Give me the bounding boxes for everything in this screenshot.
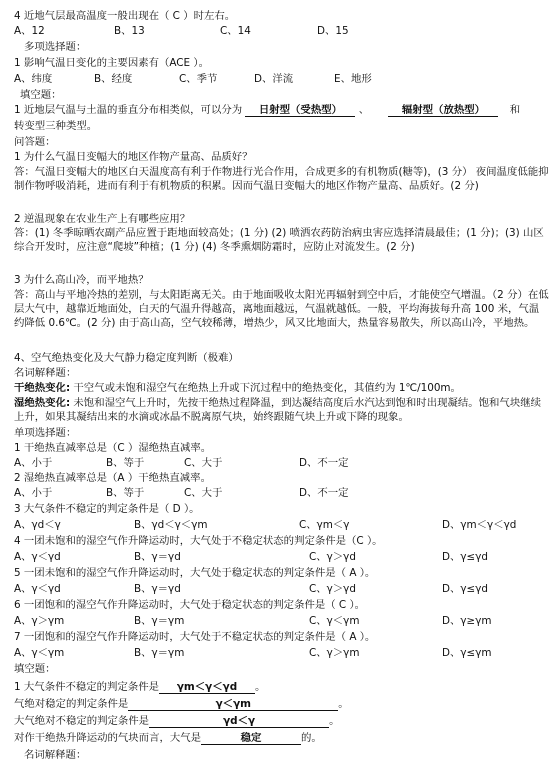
question-s7: 7 一团饱和的湿空气作升降运动时，大气处于不稳定状态的判定条件是（ A ）。 bbox=[14, 631, 376, 643]
fill-question-1-cont: 转变型三种类型。 bbox=[14, 120, 98, 132]
answer-blank: γ＜γm bbox=[128, 698, 338, 711]
answer-blank: 稳定 bbox=[201, 732, 301, 745]
option-d: D、γ≤γm bbox=[442, 647, 492, 659]
option-b: B、13 bbox=[114, 25, 145, 37]
options-row bbox=[14, 518, 549, 532]
term-wet-adiabatic: 湿绝热变化: 未饱和湿空气上升时，先按干绝热过程降温，到达凝结高度后水汽达到饱和时出现凝结。饱和气块继续上升，如果其凝结出来的水滴或冰晶不脱离原气块，始终跟随气块上升或下降的现象。 bbox=[14, 397, 541, 423]
options-row bbox=[14, 614, 549, 628]
fill-question: 1 大气条件不稳定的判定条件是 γm＜γ＜γd 。 bbox=[14, 681, 266, 693]
option-e: E、地形 bbox=[334, 73, 372, 85]
option-b: B、γ＝γd bbox=[134, 583, 181, 595]
qa-question: 3 为什么高山冷，而平地热？ bbox=[14, 274, 149, 286]
option-a: A、γ＜γd bbox=[14, 583, 61, 595]
option-d: D、γ≤γd bbox=[442, 583, 488, 595]
qa-answer: 答：气温日变幅大的地区白天温度高有利于作物进行光合作用，合成更多的有机物质(糖等)，(3 分） 夜间温度低能抑制作物呼吸消耗，进而有利于有机物质的积累。因而气温日变幅大的地区作物产量高、品质好。(2 分) bbox=[14, 166, 549, 192]
option-c: C、γ＞γd bbox=[309, 551, 356, 563]
fill-question: 大气绝对不稳定的判定条件是 γd＜γ 。 bbox=[14, 715, 340, 727]
option-d: D、γ≤γd bbox=[442, 551, 488, 563]
answer-blank: γd＜γ bbox=[149, 715, 329, 728]
option-d: D、不一定 bbox=[299, 457, 349, 469]
option-d: D、γ≥γm bbox=[442, 615, 492, 627]
options-row bbox=[14, 72, 549, 86]
question-s1: 1 干绝热直减率总是（C ）湿绝热直减率。 bbox=[14, 442, 212, 454]
option-a: A、小于 bbox=[14, 457, 53, 469]
fill-question: 气绝对稳定的判定条件是 γ＜γm 。 bbox=[14, 698, 349, 710]
question-s6: 6 一团饱和的湿空气作升降运动时，大气处于稳定状态的判定条件是（ C ）。 bbox=[14, 599, 366, 611]
qa-question: 2 逆温现象在农业生产上有哪些应用？ bbox=[14, 213, 191, 225]
option-a: A、γ＜γd bbox=[14, 551, 61, 563]
question-s5: 5 一团未饱和的湿空气作升降运动时，大气处于稳定状态的判定条件是（ A ）。 bbox=[14, 567, 376, 579]
question-s3: 3 大气条件不稳定的判定条件是（ D ）。 bbox=[14, 503, 200, 515]
option-b: B、等于 bbox=[106, 457, 145, 469]
option-b: B、经度 bbox=[94, 73, 133, 85]
answer-blank: 辐射型（放热型） bbox=[388, 104, 498, 117]
option-a: A、纬度 bbox=[14, 73, 53, 85]
option-a: A、γ＞γm bbox=[14, 615, 65, 627]
option-d: D、不一定 bbox=[299, 487, 349, 499]
option-b: B、γ＝γm bbox=[134, 647, 185, 659]
option-b: B、γ＝γd bbox=[134, 551, 181, 563]
section-heading: 填空题： bbox=[14, 663, 56, 675]
option-b: B、γ＝γm bbox=[134, 615, 185, 627]
section-heading: 名词解释题： bbox=[14, 367, 77, 379]
qa-answer: 答：高山与平地冷热的差别，与太阳距离无关。由于地面吸收太阳光再辐射到空中后，才能使空气增温。（2 分）在低层大气中，越靠近地面处，白天的气温升得越高，离地面越远，气温就越低。一般，平均海拔每升高 100 米，气温约降低 0.6℃。(2 分) 由于高山高，空气较稀薄，增热少，风又比地面大，热量容易散失，所以高山冷，平地热。 bbox=[14, 289, 549, 329]
option-b: B、γd＜γ＜γm bbox=[134, 519, 208, 531]
option-d: D、15 bbox=[317, 25, 349, 37]
option-c: C、γ＞γd bbox=[309, 583, 356, 595]
section-heading: 名词解释题： bbox=[24, 749, 87, 761]
option-c: C、γ＞γm bbox=[309, 647, 360, 659]
option-c: C、γm＜γ bbox=[299, 519, 350, 531]
options-row bbox=[14, 486, 549, 500]
section-title: 4、空气绝热变化及大气静力稳定度判断（极难） bbox=[14, 352, 239, 364]
section-heading: 多项选择题： bbox=[24, 41, 87, 53]
option-a: A、小于 bbox=[14, 487, 53, 499]
options-row bbox=[14, 582, 549, 596]
option-c: C、14 bbox=[220, 25, 251, 37]
fill-question-1: 1 近地层气温与土温的垂直分布相类似，可以分为 日射型（受热型） 、 辐射型（放热型） 和 bbox=[14, 104, 521, 116]
options-row bbox=[14, 24, 549, 38]
option-a: A、γ＜γm bbox=[14, 647, 65, 659]
fill-question: 对作干绝热升降运动的气块而言，大气是 稳定 的。 bbox=[14, 732, 322, 744]
section-heading: 问答题： bbox=[14, 136, 56, 148]
option-a: A、12 bbox=[14, 25, 45, 37]
question-s2: 2 湿绝热直减率总是（A ）干绝热直减率。 bbox=[14, 472, 211, 484]
option-d: D、洋流 bbox=[254, 73, 294, 85]
answer-blank: 日射型（受热型） bbox=[245, 104, 355, 117]
question-s4: 4 一团未饱和的湿空气作升降运动时，大气处于不稳定状态的判定条件是（C ）。 bbox=[14, 535, 383, 547]
question-4: 4 近地气层最高温度一般出现在（ C ）时左右。 bbox=[14, 10, 236, 22]
section-heading: 填空题： bbox=[20, 89, 62, 101]
option-b: B、等于 bbox=[106, 487, 145, 499]
qa-question: 1 为什么气温日变幅大的地区作物产量高、品质好？ bbox=[14, 151, 253, 163]
options-row bbox=[14, 646, 549, 660]
option-c: C、季节 bbox=[179, 73, 218, 85]
term-dry-adiabatic: 干绝热变化: 干空气或未饱和湿空气在绝热上升或下沉过程中的绝热变化，其值约为 1℃/100m。 bbox=[14, 382, 461, 394]
option-d: D、γm＜γ＜γd bbox=[442, 519, 517, 531]
options-row bbox=[14, 550, 549, 564]
option-c: C、大于 bbox=[184, 457, 223, 469]
options-row bbox=[14, 456, 549, 470]
option-a: A、γd＜γ bbox=[14, 519, 61, 531]
option-c: C、γ＜γm bbox=[309, 615, 360, 627]
section-heading: 单项选择题： bbox=[14, 427, 77, 439]
answer-blank: γm＜γ＜γd bbox=[159, 681, 255, 694]
question-m1: 1 影响气温日变化的主要因素有（ACE ）。 bbox=[14, 57, 210, 69]
option-c: C、大于 bbox=[184, 487, 223, 499]
qa-answer: 答：(1) 冬季晾晒农副产品应置于距地面较高处；(1 分) (2) 喷洒农药防治病虫害应选择清晨最佳；(1 分)；(3) 山区综合开发时，应注意“爬坡”种植；(1 分) (4) 冬季熏烟防霜时，应防止对流发生。(2 分) bbox=[14, 227, 544, 253]
